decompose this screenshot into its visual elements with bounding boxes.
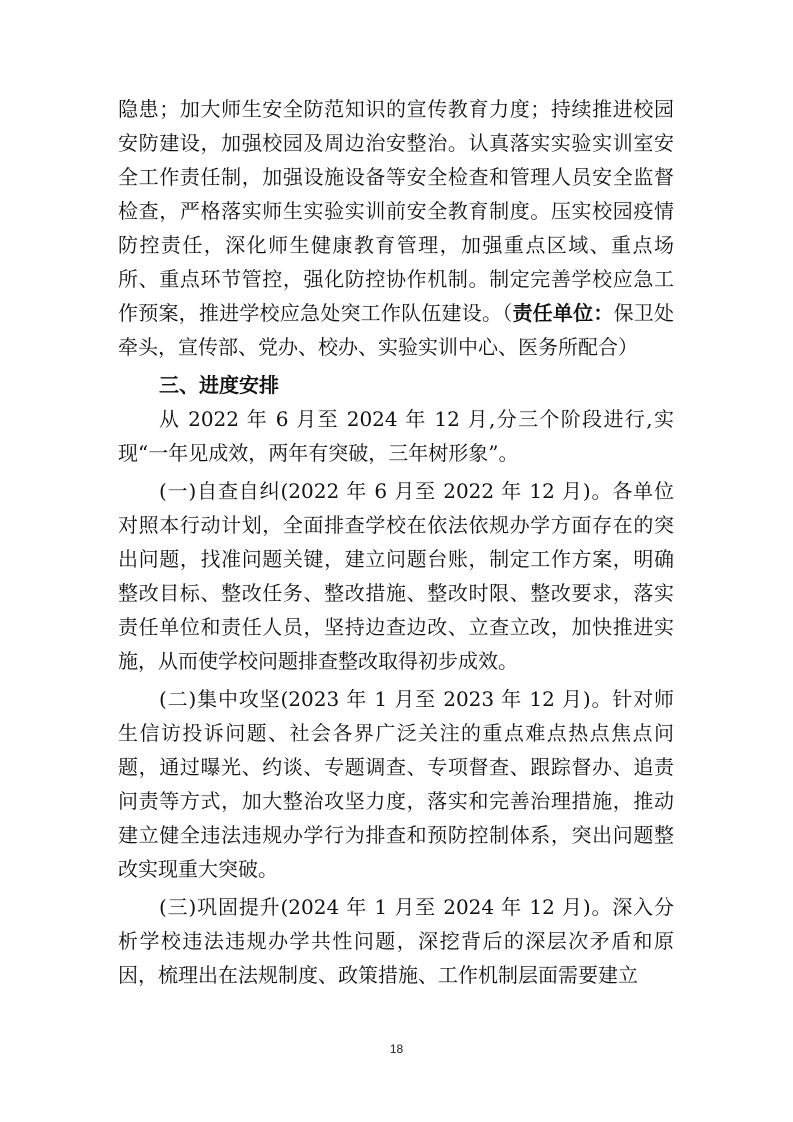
responsibility-label: 责任单位： bbox=[512, 301, 614, 325]
paragraph-safety-text: 隐患；加大师生安全防范知识的宣传教育力度；持续推进校园安防建设，加强校园及周边治安整治。认真落实实验实训室安全工作责任制，加强设施设备等安全检查和管理人员安全监督检查，严格落实师生实验实训前安全教育制度。压实校园疫情防控责任，深化师生健康教育管理，加强重点区域、重点场所、重点环节管控，强化防控协作机制。制定完善学校应急工作预案，推进学校应急处突工作队伍建设。（ bbox=[118, 97, 674, 325]
page-number: 18 bbox=[389, 1042, 404, 1056]
paragraph-phase-3: (三)巩固提升(2024 年 1 月至 2024 年 12 月)。深入分析学校违法违规办学共性问题，深挖背后的深层次矛盾和原因，梳理出在法规制度、政策措施、工作机制层面需要建立 bbox=[118, 895, 674, 987]
section-title-schedule: 三、进度安排 bbox=[159, 373, 279, 397]
page-content bbox=[118, 92, 674, 992]
paragraph-phase-1: (一)自查自纠(2022 年 6 月至 2022 年 12 月)。各单位对照本行动计划，全面排查学校在依法依规办学方面存在的突出问题，找准问题关键，建立问题台账，制定工作方案，明确整改目标、整改任务、整改措施、整改时限、整改要求，落实责任单位和责任人员，坚持边查边改、立查立改，加快推进实施，从而使学校问题排查整改取得初步成效。 bbox=[118, 479, 674, 673]
paragraph-schedule-overview: 从 2022 年 6 月至 2024 年 12 月,分三个阶段进行,实现“一年见成效，两年有突破，三年树形象”。 bbox=[118, 407, 674, 465]
responsibility-units: 保卫处牵头，宣传部、党办、校办、实验实训中心、医务所配合） bbox=[118, 301, 675, 359]
paragraph-phase-2: (二)集中攻坚(2023 年 1 月至 2023 年 12 月)。针对师生信访投诉问题、社会各界广泛关注的重点难点热点焦点问题，通过曝光、约谈、专题调查、专项督查、跟踪督办、追责问责等方式，加大整治攻坚力度，落实和完善治理措施，推动建立健全违法违规办学行为排查和预防控制体系，突出问题整改实现重大突破。 bbox=[118, 687, 674, 881]
paragraph-safety-tasks bbox=[118, 92, 674, 364]
